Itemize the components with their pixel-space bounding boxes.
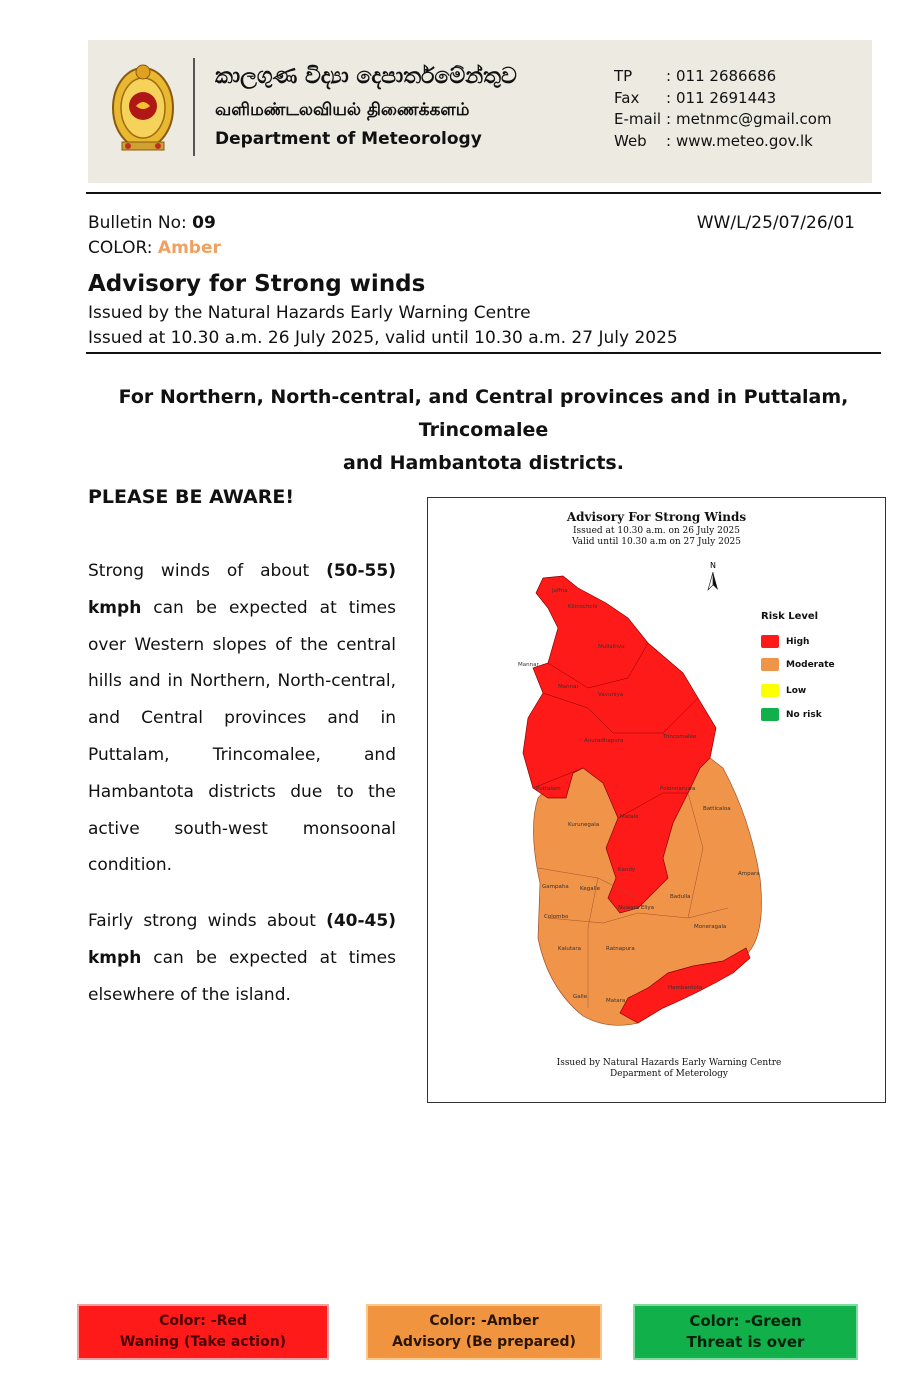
map-footer-dept: Deparment of Meterology xyxy=(609,1069,729,1079)
title-rule xyxy=(86,352,881,354)
advisory-map xyxy=(427,497,886,1103)
contact-email: E-mail : metnmc@gmail.com xyxy=(614,110,832,128)
contact-fax: Fax : 011 2691443 xyxy=(614,88,777,107)
header-divider xyxy=(193,58,195,156)
map-title: Advisory For Strong Winds xyxy=(566,510,747,524)
label-puttalam: Puttalam xyxy=(536,786,561,792)
legend-title: Risk Level xyxy=(761,611,819,622)
label-kurunegala: Kurunegala xyxy=(568,822,600,828)
dept-name-tamil: வளிமண்டலவியல் திணைக்களம் xyxy=(215,100,470,120)
bulletin-reference: WW/L/25/07/26/01 xyxy=(696,213,855,233)
fairly-strong-winds-paragraph: Fairly strong winds about (40-45) kmph can be expected at times elsewhere of the island. xyxy=(88,911,396,1005)
issued-at: Issued at 10.30 a.m. 26 July 2025, valid until 10.30 a.m. 27 July 2025 xyxy=(88,328,678,348)
header-rule xyxy=(86,192,881,194)
advisory-title: Advisory for Strong winds xyxy=(88,271,426,297)
legend-high: High xyxy=(761,635,809,648)
dept-name-sinhala: කාලගුණ විද්‍යා දෙපාර්තමේන්තුව xyxy=(215,64,517,89)
aware-heading: PLEASE BE AWARE! xyxy=(88,486,295,508)
badge-green: Color: -Green Threat is over xyxy=(633,1304,858,1360)
label-ampara: Ampara xyxy=(738,871,760,877)
map-footer-issuer: Issued by Natural Hazards Early Warning Centre xyxy=(556,1058,782,1068)
label-colombo: Colombo xyxy=(544,914,569,920)
label-matara: Matara xyxy=(606,998,626,1004)
contact-info xyxy=(614,66,832,152)
label-ratnapura: Ratnapura xyxy=(606,946,635,952)
label-batticaloa: Batticaloa xyxy=(703,806,731,812)
label-moneragala: Moneragala xyxy=(694,924,727,930)
label-kalutara: Kalutara xyxy=(558,946,582,952)
label-trincomalee: Trincomalee xyxy=(663,734,697,740)
label-mullaitivu: Mullaitivu xyxy=(598,644,625,650)
label-matale: Matale xyxy=(620,814,639,820)
label-kegalle: Kegalle xyxy=(580,886,601,892)
label-mannar-2: Mannar xyxy=(558,684,579,690)
issued-by: Issued by the Natural Hazards Early Warning Centre xyxy=(88,303,531,323)
bulletin-color: COLOR: Amber xyxy=(88,238,221,258)
label-gampaha: Gampaha xyxy=(542,884,569,890)
label-galle: Galle xyxy=(573,994,588,1000)
label-anuradhapura: Anuradhapura xyxy=(584,738,624,744)
label-nuwara-eliya: Nuwara Eliya xyxy=(618,905,655,911)
label-vavuniya: Vavuniya xyxy=(598,692,624,698)
label-kilinochchi: Kilinochchi xyxy=(568,604,598,610)
map-valid: Valid until 10.30 a.m on 27 July 2025 xyxy=(571,537,741,547)
legend-low: Low xyxy=(761,684,806,697)
contact-web: Web : www.meteo.gov.lk xyxy=(614,131,813,150)
legend-moderate: Moderate xyxy=(761,658,835,671)
label-kandy: Kandy xyxy=(618,867,636,873)
label-mannar: Mannar xyxy=(518,662,539,668)
sri-lanka-emblem-icon xyxy=(108,60,178,156)
label-polonnaruwa: Polonnaruwa xyxy=(660,786,696,792)
legend-no-risk: No risk xyxy=(761,708,822,721)
contact-tp: TP : 011 2686686 xyxy=(614,67,777,85)
svg-text:N: N xyxy=(710,561,716,570)
badge-red: Color: -Red Waning (Take action) xyxy=(77,1304,329,1360)
dept-name-english: Department of Meteorology xyxy=(215,129,482,149)
label-hambantota: Hambantota xyxy=(668,985,703,991)
affected-regions: For Northern, North-central, and Central provinces and in Puttalam, Trincomalee and Hambantota districts. xyxy=(118,386,849,474)
badge-amber: Color: -Amber Advisory (Be prepared) xyxy=(366,1304,602,1360)
label-badulla: Badulla xyxy=(670,894,691,900)
map-issued: Issued at 10.30 a.m. on 26 July 2025 xyxy=(572,526,740,536)
label-jaffna: Jaffna xyxy=(552,588,568,594)
sri-lanka-map xyxy=(488,568,778,1038)
strong-winds-paragraph: Strong winds of about (50-55) kmph can be expected at times over Western slopes of the central hills and in Northern, North-central, and Central provinces and in Puttalam, Trincomalee, and Hambantota districts due to the active south-west monsoonal condition. xyxy=(88,561,396,876)
bulletin-number: Bulletin No: 09 xyxy=(88,213,216,233)
